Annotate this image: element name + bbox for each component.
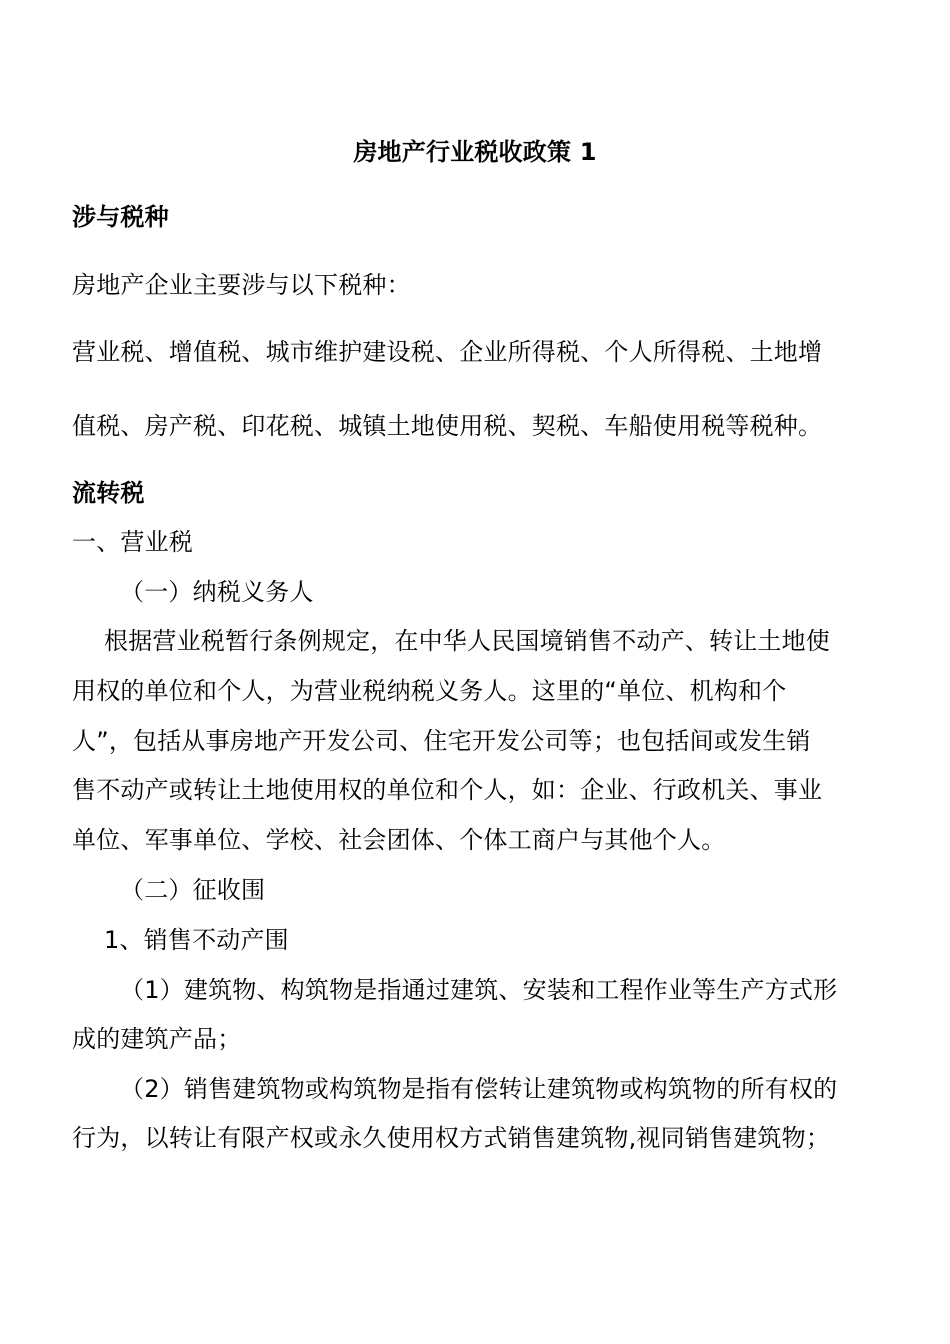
paragraph-line: 用权的单位和个人，为营业税纳税义务人。这里的“单位、机构和个 xyxy=(72,677,787,705)
item-real-estate-scope: 1、销售不动产围 xyxy=(104,926,289,954)
taxes-list-line-1: 营业税、增值税、城市维护建设税、企业所得税、个人所得税、土地增 xyxy=(72,338,823,366)
taxes-list-line-2: 值税、房产税、印花税、城镇土地使用税、契税、车船使用税等税种。 xyxy=(72,412,823,440)
section-heading-turnover-tax: 流转税 xyxy=(72,479,145,507)
paragraph-line: （2）销售建筑物或构筑物是指有偿转让建筑物或构筑物的所有权的 xyxy=(120,1075,838,1103)
document-title: 房地产行业税收政策 1 xyxy=(353,138,597,166)
subheading-business-tax: 一、营业税 xyxy=(72,528,193,556)
subheading-scope: （二）征收围 xyxy=(120,876,266,904)
taxes-intro: 房地产企业主要涉与以下税种： xyxy=(72,271,411,299)
paragraph-line: 成的建筑产品； xyxy=(72,1025,242,1053)
paragraph-line: （1）建筑物、构筑物是指通过建筑、安装和工程作业等生产方式形 xyxy=(120,976,838,1004)
paragraph-line: 根据营业税暂行条例规定，在中华人民国境销售不动产、转让土地使 xyxy=(104,627,830,655)
paragraph-line: 行为，以转让有限产权或永久使用权方式销售建筑物,视同销售建筑物； xyxy=(72,1124,831,1152)
paragraph-line: 售不动产或转让土地使用权的单位和个人，如：企业、行政机关、事业 xyxy=(72,776,823,804)
subheading-taxpayer: （一）纳税义务人 xyxy=(120,578,314,606)
section-heading-taxes: 涉与税种 xyxy=(72,203,169,231)
paragraph-line: 单位、军事单位、学校、社会团体、个体工商户与其他个人。 xyxy=(72,826,726,854)
paragraph-line: 人”，包括从事房地产开发公司、住宅开发公司等；也包括间或发生销 xyxy=(72,727,811,755)
